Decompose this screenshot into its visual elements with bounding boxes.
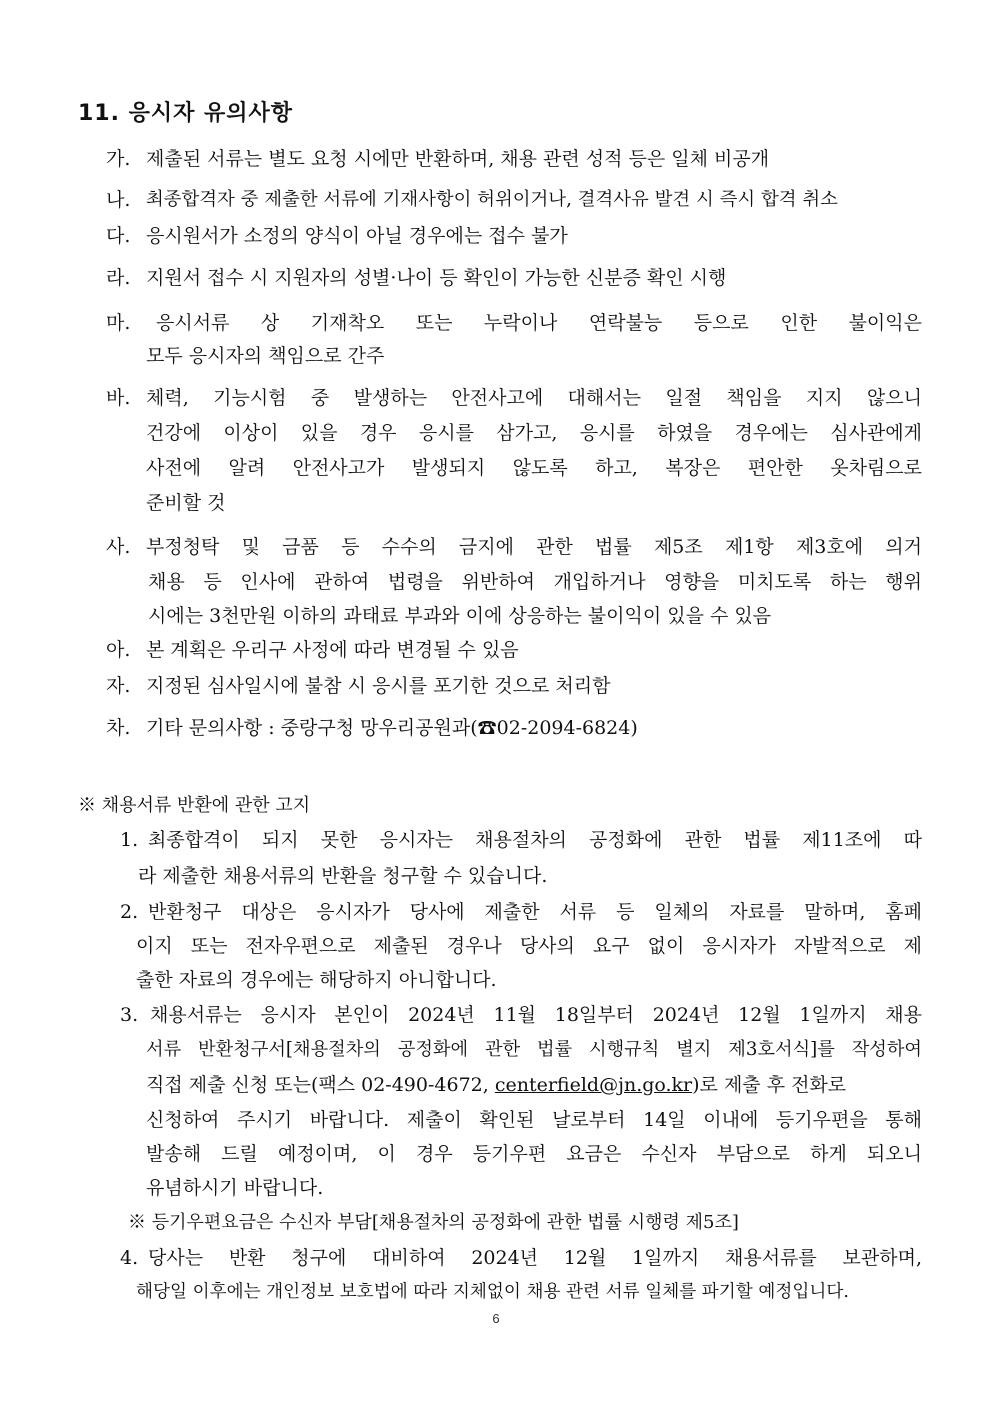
item-text-a: 본 계획은 우리구 사정에 따라 변경될 수 있음 <box>146 639 519 661</box>
section-title: 11. 응시자 유의사항 <box>78 101 294 126</box>
item-text-na: 최종합격자 중 제출한 서류에 기재사항이 허위이거나, 결격사유 발견 시 즉시 합격 취소 <box>146 189 838 210</box>
item-text-cha: 기타 문의사항 : 중랑구청 망우리공원과(☎02-2094-6824) <box>146 717 638 739</box>
notice-line: 출한 자료의 경우에는 해당하지 아니합니다. <box>136 969 497 991</box>
item-line: 부정청탁 및 금품 등 수수의 금지에 관한 법률 제5조 제1항 제3호에 의거 <box>146 536 922 558</box>
notice-line: 최종합격이 되지 못한 응시자는 채용절차의 공정화에 관한 법률 제11조에 따 <box>148 829 922 851</box>
item-marker-ba: 바. <box>106 387 131 409</box>
item-marker-cha: 차. <box>106 717 131 739</box>
item-marker-ma: 마. <box>106 312 131 334</box>
notice-line: 유념하시기 바랍니다. <box>146 1177 324 1199</box>
email-link[interactable]: centerfield@jn.go.kr <box>494 1074 693 1096</box>
item-line: 사전에 알려 안전사고가 발생되지 않도록 하고, 복장은 편안한 옷차림으로 <box>146 457 922 479</box>
notice-line: 해당일 이후에는 개인정보 보호법에 따라 지체없이 채용 관련 서류 일체를 파기할 예정입니다. <box>136 1282 849 1302</box>
item-line: 채용 등 인사에 관하여 법령을 위반하여 개입하거나 영향을 미치도록 하는 행위 <box>148 571 922 593</box>
item-text-da: 응시원서가 소정의 양식이 아닐 경우에는 접수 불가 <box>146 225 568 247</box>
notice-marker-2: 2. <box>120 901 139 923</box>
item-marker-sa: 사. <box>106 536 131 558</box>
item-marker-a: 아. <box>106 639 131 661</box>
item-line: 응시서류 상 기재착오 또는 누락이나 연락불능 등으로 인한 불이익은 <box>156 312 922 334</box>
notice-line: 발송해 드릴 예정이며, 이 경우 등기우편 요금은 수신자 부담으로 하게 되오니 <box>146 1143 922 1165</box>
item-text-ja: 지정된 심사일시에 불참 시 응시를 포기한 것으로 처리함 <box>146 675 611 697</box>
item-line: 시에는 3천만원 이하의 과태료 부과와 이에 상응하는 불이익이 있을 수 있음 <box>148 605 772 627</box>
notice-marker-1: 1. <box>120 829 139 851</box>
notice-line-email <box>146 1073 922 1097</box>
notice-line: 이지 또는 전자우편으로 제출된 경우나 당사의 요구 없이 응시자가 자발적으로 제 <box>136 935 922 957</box>
item-marker-ja: 자. <box>106 675 131 697</box>
notice-note: ※ 등기우편요금은 수신자 부담[채용절차의 공정화에 관한 법률 시행령 제5조] <box>128 1212 739 1233</box>
item-marker-da: 다. <box>106 225 131 247</box>
page-number: 6 <box>492 1311 500 1326</box>
item-line: 체력, 기능시험 중 발생하는 안전사고에 대해서는 일절 책임을 지지 않으니 <box>146 387 922 409</box>
item-line: 건강에 이상이 있을 경우 응시를 삼가고, 응시를 하였을 경우에는 심사관에게 <box>146 422 922 444</box>
notice-line: 라 제출한 채용서류의 반환을 청구할 수 있습니다. <box>138 865 548 887</box>
notice-line-prefix: 직접 제출 신청 또는(팩스 02-490-4672, <box>146 1074 495 1096</box>
notice-marker-3: 3. <box>120 1004 139 1026</box>
notice-line: 당사는 반환 청구에 대비하여 2024년 12월 1일까지 채용서류를 보관하며, <box>148 1247 922 1269</box>
item-line: 준비할 것 <box>146 492 226 514</box>
item-marker-na: 나. <box>106 189 131 211</box>
item-line: 모두 응시자의 책임으로 간주 <box>146 345 385 367</box>
notice-line: 서류 반환청구서[채용절차의 공정화에 관한 법률 시행규칙 별지 제3호서식]를 작성하여 <box>146 1039 922 1060</box>
item-marker-ra: 라. <box>106 267 131 289</box>
notice-marker-4: 4. <box>120 1247 139 1269</box>
notice-line: 반환청구 대상은 응시자가 당사에 제출한 서류 등 일체의 자료를 말하며, 홈페 <box>148 901 922 923</box>
notice-line-suffix: )로 제출 후 전화로 <box>692 1074 847 1096</box>
item-text-ga: 제출된 서류는 별도 요청 시에만 반환하며, 채용 관련 성적 등은 일체 비공개 <box>146 148 770 170</box>
notice-title: ※ 채용서류 반환에 관한 고지 <box>78 795 311 816</box>
notice-line: 채용서류는 응시자 본인이 2024년 11월 18일부터 2024년 12월 1일까지 채용 <box>150 1004 922 1026</box>
item-marker-ga: 가. <box>106 148 131 170</box>
notice-line: 신청하여 주시기 바랍니다. 제출이 확인된 날로부터 14일 이내에 등기우편을 통해 <box>146 1109 922 1131</box>
item-text-ra: 지원서 접수 시 지원자의 성별·나이 등 확인이 가능한 신분증 확인 시행 <box>146 267 727 289</box>
